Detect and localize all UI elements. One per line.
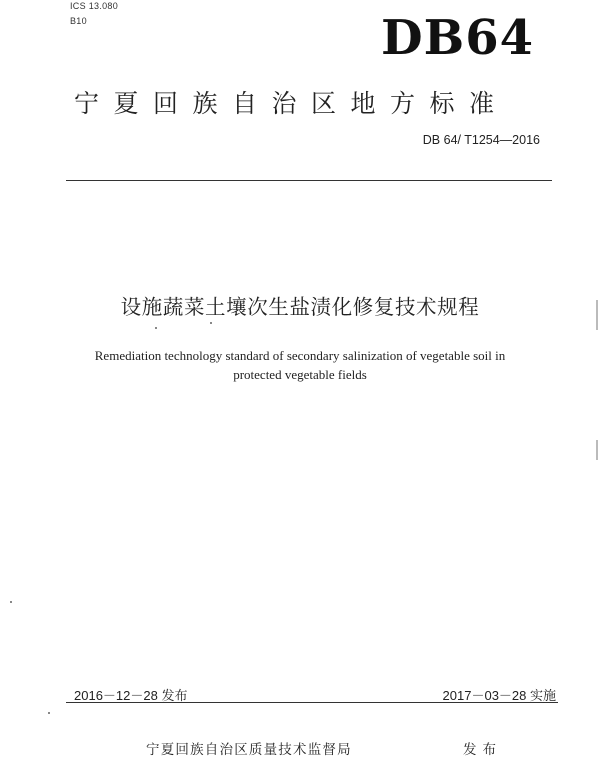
top-divider <box>66 180 552 181</box>
issue-date: 2016－12－28 发布 <box>74 688 188 703</box>
standard-number: DB 64/ T1254—2016 <box>422 133 540 147</box>
issuing-authority: 宁夏回族自治区质量技术监督局 <box>146 742 352 758</box>
bottom-divider <box>66 702 558 703</box>
ccs-code: B10 <box>70 16 87 26</box>
scan-speck <box>48 712 50 714</box>
scan-speck <box>155 327 157 329</box>
document-title-cn: 设施蔬菜土壤次生盐渍化修复技术规程 <box>120 295 480 319</box>
document-title-en-line2: protected vegetable fields <box>233 367 367 382</box>
document-title-en-line1: Remediation technology standard of secondary salinization of vegetable soil in <box>94 348 506 363</box>
issue-label: 发布 <box>463 742 502 758</box>
ics-code: ICS 13.080 <box>70 1 119 11</box>
implementation-date: 2017－03－28 实施 <box>442 688 556 703</box>
scan-speck <box>10 601 12 603</box>
standard-title: 宁夏回族自治区地方标准 <box>74 89 509 118</box>
db64-logo: DB64 <box>381 10 534 66</box>
scan-speck <box>210 322 212 324</box>
scan-edge-mark <box>596 300 598 330</box>
scan-edge-mark <box>596 440 598 460</box>
